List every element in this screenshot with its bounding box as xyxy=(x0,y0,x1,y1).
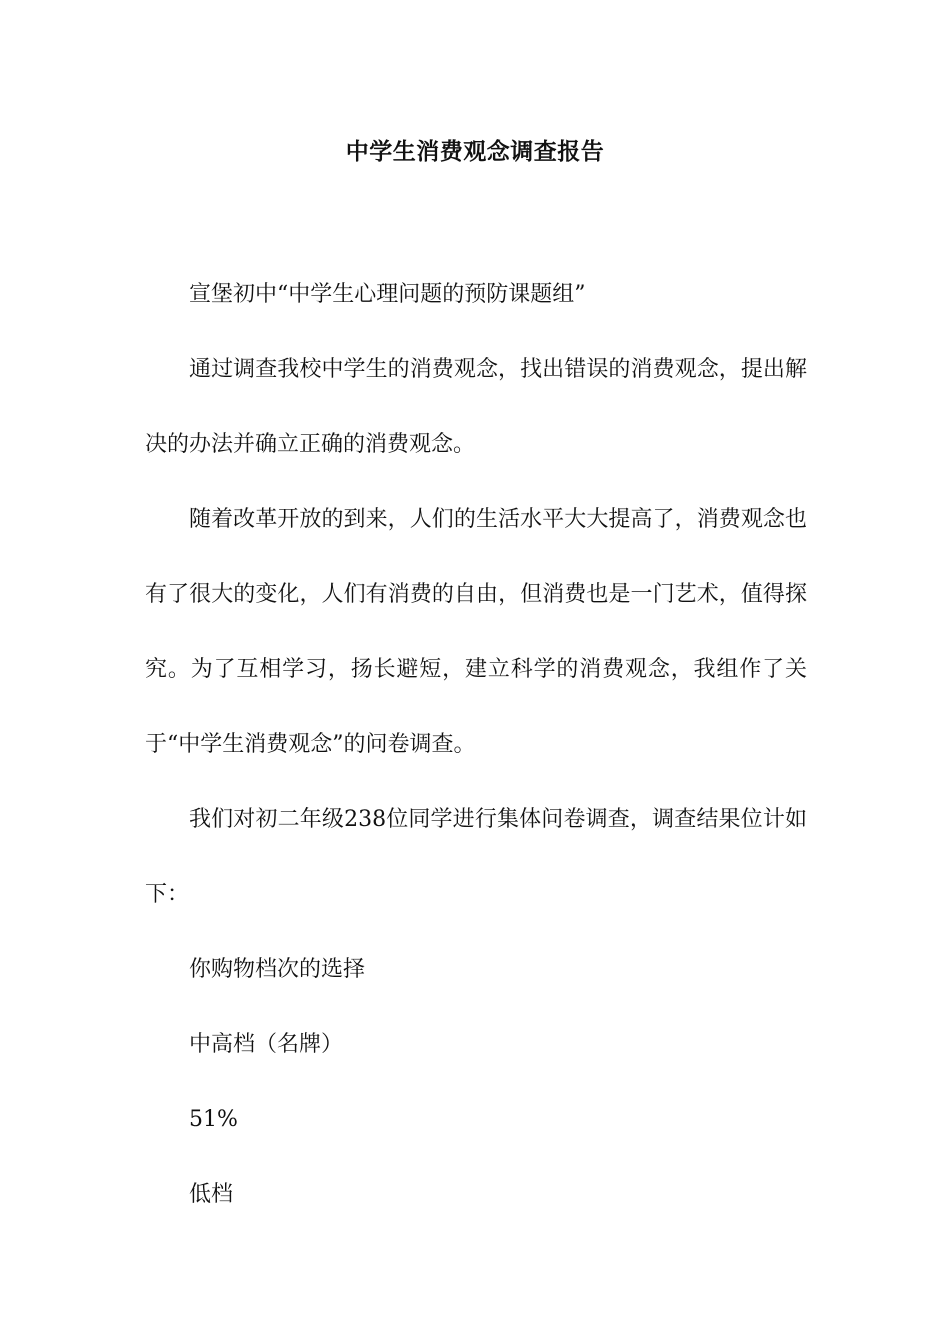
paragraph-survey-method: 我们对初二年级238位同学进行集体问卷调查，调查结果位计如下： xyxy=(145,807,807,907)
document-title: 中学生消费观念调查报告 xyxy=(345,138,605,165)
survey-option-mid-high-grade: 中高档（名牌） xyxy=(189,1032,344,1057)
paragraph-research-group: 宣堡初中“中学生心理问题的预防课题组” xyxy=(189,282,586,307)
survey-option-low-grade: 低档 xyxy=(189,1182,234,1207)
document-body xyxy=(145,257,807,1232)
survey-percentage: 51% xyxy=(189,1107,238,1132)
survey-question: 你购物档次的选择 xyxy=(189,957,366,982)
paragraph-background: 随着改革开放的到来，人们的生活水平大大提高了，消费观念也有了很大的变化，人们有消费的自由，但消费也是一门艺术，值得探究。为了互相学习，扬长避短，建立科学的消费观念，我组作了关于“中学生消费观念”的问卷调查。 xyxy=(145,507,807,757)
paragraph-purpose: 通过调查我校中学生的消费观念，找出错误的消费观念，提出解决的办法并确立正确的消费观念。 xyxy=(145,357,807,457)
